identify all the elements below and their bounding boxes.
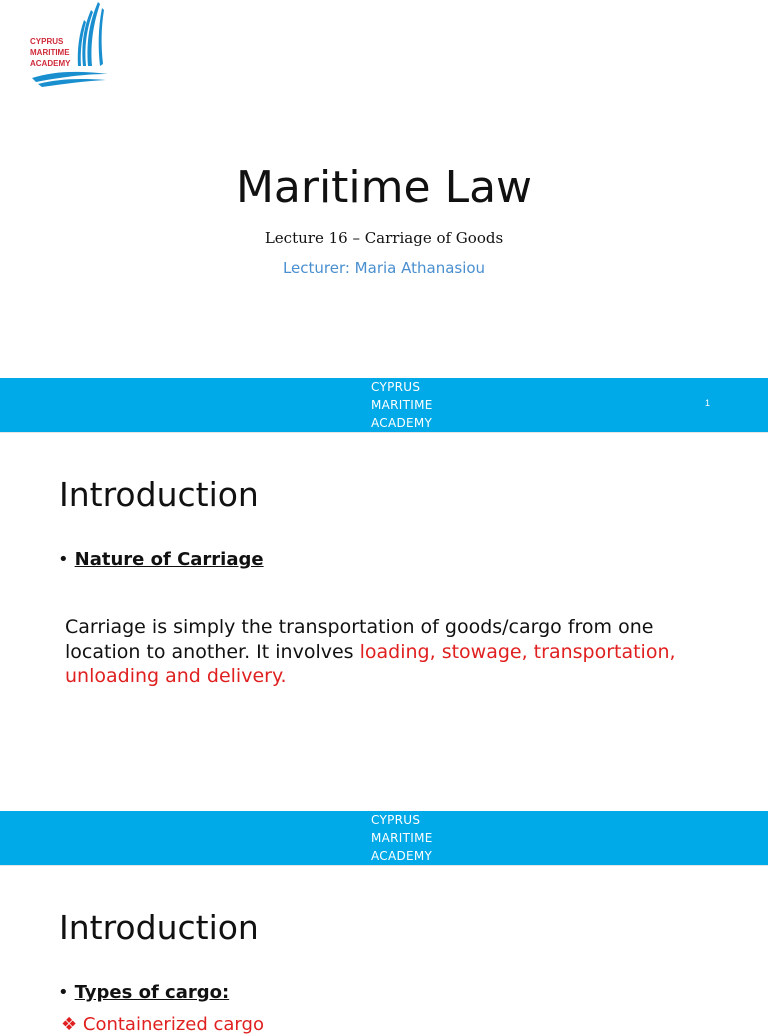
title-slide [0, 0, 768, 432]
cyprus-maritime-academy-logo [28, 0, 112, 88]
footer-academy-text [371, 378, 433, 432]
footer-line: ACADEMY [371, 416, 433, 430]
bullet-item [58, 982, 229, 1003]
types-of-cargo-slide [0, 866, 768, 1035]
slide-heading: Introduction [59, 908, 259, 947]
logo-line: CYPRUS [30, 37, 64, 46]
bullet-text: Types of cargo: [74, 982, 230, 1003]
footer-academy-text [371, 811, 433, 865]
logo-text [30, 36, 70, 69]
slide-heading: Introduction [59, 475, 259, 514]
paragraph-highlight: loading, stowage, transportation, unloading and delivery. [65, 640, 676, 687]
bullet-item [58, 549, 264, 570]
sub-bullet-text: Containerized cargo [82, 1014, 264, 1035]
body-paragraph [65, 615, 725, 689]
lecturer-name: Lecturer: Maria Athanasiou [282, 259, 486, 277]
diamond-bullet-icon: ❖ [61, 1014, 78, 1035]
bullet-text: Nature of Carriage [74, 549, 264, 570]
footer-line: CYPRUS [371, 813, 421, 827]
lecture-subtitle: Lecture 16 – Carriage of Goods [264, 229, 504, 247]
bullet-dot: • [58, 549, 69, 570]
paragraph-text: Carriage is simply the transportation of goods/cargo from one location to another. It involves [65, 616, 654, 663]
sub-bullet-item [61, 1014, 264, 1035]
footer-line: MARITIME [371, 831, 433, 845]
footer-line: ACADEMY [371, 849, 433, 863]
introduction-slide [0, 433, 768, 865]
bullet-dot: • [58, 982, 69, 1003]
presentation-title: Maritime Law [235, 162, 533, 213]
logo-line: MARITIME [30, 48, 70, 57]
footer-line: MARITIME [371, 398, 433, 412]
footer-line: CYPRUS [371, 380, 421, 394]
page-number: 1 [704, 398, 710, 408]
slide-footer [0, 811, 768, 865]
slide-footer [0, 378, 768, 432]
logo-line: ACADEMY [30, 59, 71, 68]
